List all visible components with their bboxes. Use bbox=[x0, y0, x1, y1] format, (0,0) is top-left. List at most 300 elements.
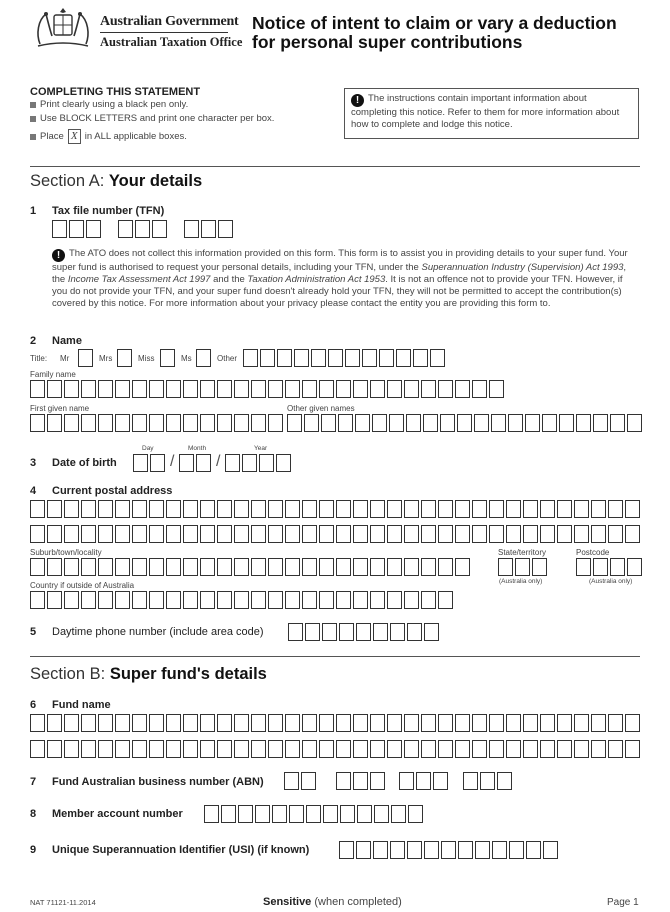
char-box[interactable] bbox=[302, 500, 317, 518]
title-mr-checkbox[interactable] bbox=[78, 349, 93, 367]
char-box[interactable] bbox=[319, 714, 334, 732]
char-box[interactable] bbox=[64, 591, 79, 609]
char-box[interactable] bbox=[285, 500, 300, 518]
char-box[interactable] bbox=[591, 500, 606, 518]
char-box[interactable] bbox=[243, 349, 258, 367]
char-box[interactable] bbox=[311, 349, 326, 367]
char-box[interactable] bbox=[391, 805, 406, 823]
char-box[interactable] bbox=[627, 558, 642, 576]
char-box[interactable] bbox=[438, 591, 453, 609]
char-box[interactable] bbox=[166, 714, 181, 732]
char-box[interactable] bbox=[166, 525, 181, 543]
char-box[interactable] bbox=[336, 714, 351, 732]
char-box[interactable] bbox=[204, 805, 219, 823]
char-box[interactable] bbox=[625, 740, 640, 758]
country-field[interactable] bbox=[30, 591, 453, 609]
char-box[interactable] bbox=[288, 623, 303, 641]
char-box[interactable] bbox=[506, 740, 521, 758]
char-box[interactable] bbox=[474, 414, 489, 432]
char-box[interactable] bbox=[64, 558, 79, 576]
char-box[interactable] bbox=[455, 525, 470, 543]
char-box[interactable] bbox=[47, 714, 62, 732]
char-box[interactable] bbox=[591, 525, 606, 543]
state-field[interactable] bbox=[498, 558, 547, 576]
char-box[interactable] bbox=[328, 349, 343, 367]
other-names-field[interactable] bbox=[287, 414, 642, 432]
tfn-field[interactable] bbox=[118, 220, 167, 238]
char-box[interactable] bbox=[242, 454, 257, 472]
phone-field[interactable] bbox=[288, 623, 439, 641]
char-box[interactable] bbox=[47, 591, 62, 609]
char-box[interactable] bbox=[234, 591, 249, 609]
char-box[interactable] bbox=[489, 380, 504, 398]
char-box[interactable] bbox=[421, 380, 436, 398]
char-box[interactable] bbox=[259, 454, 274, 472]
char-box[interactable] bbox=[234, 525, 249, 543]
char-box[interactable] bbox=[458, 841, 473, 859]
char-box[interactable] bbox=[542, 414, 557, 432]
char-box[interactable] bbox=[323, 805, 338, 823]
char-box[interactable] bbox=[81, 558, 96, 576]
char-box[interactable] bbox=[540, 525, 555, 543]
char-box[interactable] bbox=[98, 380, 113, 398]
char-box[interactable] bbox=[557, 740, 572, 758]
char-box[interactable] bbox=[272, 805, 287, 823]
char-box[interactable] bbox=[200, 558, 215, 576]
char-box[interactable] bbox=[338, 414, 353, 432]
char-box[interactable] bbox=[353, 772, 368, 790]
char-box[interactable] bbox=[387, 740, 402, 758]
char-box[interactable] bbox=[433, 772, 448, 790]
char-box[interactable] bbox=[523, 525, 538, 543]
char-box[interactable] bbox=[285, 714, 300, 732]
char-box[interactable] bbox=[523, 740, 538, 758]
char-box[interactable] bbox=[557, 500, 572, 518]
title-other-field[interactable] bbox=[243, 349, 445, 367]
char-box[interactable] bbox=[160, 349, 175, 367]
char-box[interactable] bbox=[221, 805, 236, 823]
char-box[interactable] bbox=[404, 714, 419, 732]
char-box[interactable] bbox=[498, 558, 513, 576]
char-box[interactable] bbox=[475, 841, 490, 859]
char-box[interactable] bbox=[98, 558, 113, 576]
char-box[interactable] bbox=[339, 623, 354, 641]
char-box[interactable] bbox=[438, 525, 453, 543]
char-box[interactable] bbox=[353, 500, 368, 518]
char-box[interactable] bbox=[301, 772, 316, 790]
char-box[interactable] bbox=[287, 414, 302, 432]
char-box[interactable] bbox=[217, 740, 232, 758]
char-box[interactable] bbox=[47, 525, 62, 543]
char-box[interactable] bbox=[225, 454, 240, 472]
char-box[interactable] bbox=[423, 414, 438, 432]
char-box[interactable] bbox=[543, 841, 558, 859]
char-box[interactable] bbox=[268, 740, 283, 758]
char-box[interactable] bbox=[389, 414, 404, 432]
char-box[interactable] bbox=[217, 414, 232, 432]
char-box[interactable] bbox=[404, 558, 419, 576]
char-box[interactable] bbox=[540, 740, 555, 758]
char-box[interactable] bbox=[132, 380, 147, 398]
tfn-field[interactable] bbox=[184, 220, 233, 238]
char-box[interactable] bbox=[372, 414, 387, 432]
char-box[interactable] bbox=[47, 558, 62, 576]
char-box[interactable] bbox=[491, 414, 506, 432]
char-box[interactable] bbox=[455, 558, 470, 576]
char-box[interactable] bbox=[480, 772, 495, 790]
char-box[interactable] bbox=[509, 841, 524, 859]
char-box[interactable] bbox=[150, 454, 165, 472]
char-box[interactable] bbox=[306, 805, 321, 823]
char-box[interactable] bbox=[251, 591, 266, 609]
char-box[interactable] bbox=[166, 740, 181, 758]
char-box[interactable] bbox=[166, 500, 181, 518]
char-box[interactable] bbox=[183, 740, 198, 758]
char-box[interactable] bbox=[463, 772, 478, 790]
char-box[interactable] bbox=[608, 500, 623, 518]
char-box[interactable] bbox=[472, 380, 487, 398]
char-box[interactable] bbox=[200, 500, 215, 518]
char-box[interactable] bbox=[47, 740, 62, 758]
char-box[interactable] bbox=[183, 414, 198, 432]
postcode-field[interactable] bbox=[576, 558, 642, 576]
char-box[interactable] bbox=[47, 380, 62, 398]
char-box[interactable] bbox=[200, 591, 215, 609]
char-box[interactable] bbox=[294, 349, 309, 367]
char-box[interactable] bbox=[362, 349, 377, 367]
char-box[interactable] bbox=[353, 525, 368, 543]
char-box[interactable] bbox=[525, 414, 540, 432]
char-box[interactable] bbox=[455, 380, 470, 398]
char-box[interactable] bbox=[472, 714, 487, 732]
abn-field[interactable] bbox=[399, 772, 448, 790]
char-box[interactable] bbox=[115, 525, 130, 543]
char-box[interactable] bbox=[390, 841, 405, 859]
char-box[interactable] bbox=[200, 414, 215, 432]
member-account-field[interactable] bbox=[204, 805, 423, 823]
char-box[interactable] bbox=[576, 414, 591, 432]
char-box[interactable] bbox=[135, 220, 150, 238]
char-box[interactable] bbox=[115, 414, 130, 432]
char-box[interactable] bbox=[457, 414, 472, 432]
char-box[interactable] bbox=[339, 841, 354, 859]
char-box[interactable] bbox=[370, 772, 385, 790]
char-box[interactable] bbox=[610, 558, 625, 576]
char-box[interactable] bbox=[506, 714, 521, 732]
char-box[interactable] bbox=[438, 714, 453, 732]
char-box[interactable] bbox=[234, 558, 249, 576]
char-box[interactable] bbox=[321, 414, 336, 432]
char-box[interactable] bbox=[379, 349, 394, 367]
char-box[interactable] bbox=[387, 714, 402, 732]
char-box[interactable] bbox=[64, 414, 79, 432]
char-box[interactable] bbox=[540, 500, 555, 518]
char-box[interactable] bbox=[166, 558, 181, 576]
char-box[interactable] bbox=[387, 500, 402, 518]
char-box[interactable] bbox=[302, 558, 317, 576]
char-box[interactable] bbox=[285, 525, 300, 543]
char-box[interactable] bbox=[78, 349, 93, 367]
char-box[interactable] bbox=[132, 525, 147, 543]
char-box[interactable] bbox=[234, 414, 249, 432]
char-box[interactable] bbox=[81, 740, 96, 758]
char-box[interactable] bbox=[98, 525, 113, 543]
char-box[interactable] bbox=[492, 841, 507, 859]
char-box[interactable] bbox=[408, 805, 423, 823]
char-box[interactable] bbox=[132, 740, 147, 758]
char-box[interactable] bbox=[304, 414, 319, 432]
char-box[interactable] bbox=[593, 558, 608, 576]
dob-day-field[interactable] bbox=[133, 454, 165, 472]
char-box[interactable] bbox=[608, 740, 623, 758]
char-box[interactable] bbox=[336, 558, 351, 576]
char-box[interactable] bbox=[523, 714, 538, 732]
char-box[interactable] bbox=[489, 740, 504, 758]
char-box[interactable] bbox=[319, 740, 334, 758]
char-box[interactable] bbox=[356, 841, 371, 859]
char-box[interactable] bbox=[166, 414, 181, 432]
char-box[interactable] bbox=[285, 740, 300, 758]
char-box[interactable] bbox=[370, 558, 385, 576]
char-box[interactable] bbox=[370, 380, 385, 398]
abn-field[interactable] bbox=[284, 772, 316, 790]
char-box[interactable] bbox=[608, 714, 623, 732]
char-box[interactable] bbox=[455, 714, 470, 732]
char-box[interactable] bbox=[81, 591, 96, 609]
char-box[interactable] bbox=[251, 380, 266, 398]
char-box[interactable] bbox=[30, 414, 45, 432]
char-box[interactable] bbox=[455, 500, 470, 518]
char-box[interactable] bbox=[407, 623, 422, 641]
char-box[interactable] bbox=[251, 414, 266, 432]
char-box[interactable] bbox=[64, 380, 79, 398]
char-box[interactable] bbox=[30, 714, 45, 732]
char-box[interactable] bbox=[438, 500, 453, 518]
char-box[interactable] bbox=[506, 500, 521, 518]
char-box[interactable] bbox=[424, 841, 439, 859]
char-box[interactable] bbox=[591, 740, 606, 758]
char-box[interactable] bbox=[574, 500, 589, 518]
char-box[interactable] bbox=[472, 525, 487, 543]
char-box[interactable] bbox=[47, 500, 62, 518]
char-box[interactable] bbox=[370, 740, 385, 758]
char-box[interactable] bbox=[515, 558, 530, 576]
char-box[interactable] bbox=[251, 500, 266, 518]
char-box[interactable] bbox=[319, 500, 334, 518]
char-box[interactable] bbox=[421, 500, 436, 518]
char-box[interactable] bbox=[183, 525, 198, 543]
char-box[interactable] bbox=[472, 500, 487, 518]
char-box[interactable] bbox=[340, 805, 355, 823]
char-box[interactable] bbox=[234, 740, 249, 758]
char-box[interactable] bbox=[132, 714, 147, 732]
char-box[interactable] bbox=[407, 841, 422, 859]
char-box[interactable] bbox=[251, 525, 266, 543]
char-box[interactable] bbox=[81, 414, 96, 432]
char-box[interactable] bbox=[152, 220, 167, 238]
char-box[interactable] bbox=[438, 558, 453, 576]
char-box[interactable] bbox=[268, 414, 283, 432]
char-box[interactable] bbox=[353, 558, 368, 576]
char-box[interactable] bbox=[149, 380, 164, 398]
char-box[interactable] bbox=[285, 380, 300, 398]
char-box[interactable] bbox=[302, 525, 317, 543]
char-box[interactable] bbox=[424, 623, 439, 641]
char-box[interactable] bbox=[183, 558, 198, 576]
char-box[interactable] bbox=[574, 525, 589, 543]
char-box[interactable] bbox=[218, 220, 233, 238]
char-box[interactable] bbox=[47, 414, 62, 432]
char-box[interactable] bbox=[357, 805, 372, 823]
char-box[interactable] bbox=[117, 349, 132, 367]
char-box[interactable] bbox=[234, 380, 249, 398]
char-box[interactable] bbox=[497, 772, 512, 790]
char-box[interactable] bbox=[64, 500, 79, 518]
abn-field[interactable] bbox=[463, 772, 512, 790]
char-box[interactable] bbox=[115, 591, 130, 609]
char-box[interactable] bbox=[81, 525, 96, 543]
char-box[interactable] bbox=[98, 714, 113, 732]
fund-name-line1-field[interactable] bbox=[30, 714, 640, 732]
char-box[interactable] bbox=[284, 772, 299, 790]
char-box[interactable] bbox=[404, 380, 419, 398]
title-mrs-checkbox[interactable] bbox=[117, 349, 132, 367]
char-box[interactable] bbox=[81, 500, 96, 518]
char-box[interactable] bbox=[132, 500, 147, 518]
char-box[interactable] bbox=[472, 740, 487, 758]
address-line1-field[interactable] bbox=[30, 500, 640, 518]
char-box[interactable] bbox=[302, 380, 317, 398]
char-box[interactable] bbox=[30, 740, 45, 758]
char-box[interactable] bbox=[179, 454, 194, 472]
char-box[interactable] bbox=[489, 714, 504, 732]
char-box[interactable] bbox=[523, 500, 538, 518]
char-box[interactable] bbox=[115, 714, 130, 732]
char-box[interactable] bbox=[115, 380, 130, 398]
char-box[interactable] bbox=[118, 220, 133, 238]
char-box[interactable] bbox=[268, 591, 283, 609]
char-box[interactable] bbox=[421, 525, 436, 543]
char-box[interactable] bbox=[184, 220, 199, 238]
char-box[interactable] bbox=[387, 558, 402, 576]
char-box[interactable] bbox=[98, 414, 113, 432]
char-box[interactable] bbox=[64, 525, 79, 543]
char-box[interactable] bbox=[540, 714, 555, 732]
char-box[interactable] bbox=[149, 558, 164, 576]
dob-month-field[interactable] bbox=[179, 454, 211, 472]
char-box[interactable] bbox=[336, 740, 351, 758]
char-box[interactable] bbox=[387, 591, 402, 609]
char-box[interactable] bbox=[373, 623, 388, 641]
char-box[interactable] bbox=[455, 740, 470, 758]
char-box[interactable] bbox=[217, 525, 232, 543]
char-box[interactable] bbox=[183, 714, 198, 732]
char-box[interactable] bbox=[421, 740, 436, 758]
char-box[interactable] bbox=[625, 525, 640, 543]
char-box[interactable] bbox=[149, 525, 164, 543]
char-box[interactable] bbox=[305, 623, 320, 641]
char-box[interactable] bbox=[441, 841, 456, 859]
char-box[interactable] bbox=[149, 414, 164, 432]
char-box[interactable] bbox=[370, 500, 385, 518]
char-box[interactable] bbox=[438, 380, 453, 398]
char-box[interactable] bbox=[255, 805, 270, 823]
char-box[interactable] bbox=[251, 714, 266, 732]
char-box[interactable] bbox=[625, 714, 640, 732]
char-box[interactable] bbox=[319, 525, 334, 543]
char-box[interactable] bbox=[149, 714, 164, 732]
char-box[interactable] bbox=[268, 558, 283, 576]
char-box[interactable] bbox=[404, 591, 419, 609]
char-box[interactable] bbox=[200, 380, 215, 398]
char-box[interactable] bbox=[98, 500, 113, 518]
char-box[interactable] bbox=[285, 591, 300, 609]
char-box[interactable] bbox=[506, 525, 521, 543]
char-box[interactable] bbox=[356, 623, 371, 641]
char-box[interactable] bbox=[81, 380, 96, 398]
char-box[interactable] bbox=[289, 805, 304, 823]
char-box[interactable] bbox=[353, 591, 368, 609]
char-box[interactable] bbox=[370, 525, 385, 543]
char-box[interactable] bbox=[183, 500, 198, 518]
char-box[interactable] bbox=[268, 525, 283, 543]
char-box[interactable] bbox=[200, 525, 215, 543]
char-box[interactable] bbox=[64, 740, 79, 758]
char-box[interactable] bbox=[81, 714, 96, 732]
char-box[interactable] bbox=[183, 591, 198, 609]
char-box[interactable] bbox=[64, 714, 79, 732]
char-box[interactable] bbox=[336, 380, 351, 398]
char-box[interactable] bbox=[217, 500, 232, 518]
char-box[interactable] bbox=[217, 714, 232, 732]
char-box[interactable] bbox=[593, 414, 608, 432]
char-box[interactable] bbox=[390, 623, 405, 641]
char-box[interactable] bbox=[52, 220, 67, 238]
char-box[interactable] bbox=[319, 558, 334, 576]
char-box[interactable] bbox=[217, 558, 232, 576]
char-box[interactable] bbox=[132, 414, 147, 432]
char-box[interactable] bbox=[234, 714, 249, 732]
char-box[interactable] bbox=[374, 805, 389, 823]
char-box[interactable] bbox=[406, 414, 421, 432]
char-box[interactable] bbox=[200, 714, 215, 732]
char-box[interactable] bbox=[30, 525, 45, 543]
char-box[interactable] bbox=[404, 740, 419, 758]
char-box[interactable] bbox=[430, 349, 445, 367]
char-box[interactable] bbox=[387, 525, 402, 543]
char-box[interactable] bbox=[200, 740, 215, 758]
char-box[interactable] bbox=[404, 500, 419, 518]
char-box[interactable] bbox=[416, 772, 431, 790]
char-box[interactable] bbox=[336, 591, 351, 609]
char-box[interactable] bbox=[353, 740, 368, 758]
char-box[interactable] bbox=[489, 500, 504, 518]
char-box[interactable] bbox=[30, 500, 45, 518]
char-box[interactable] bbox=[30, 591, 45, 609]
char-box[interactable] bbox=[421, 558, 436, 576]
suburb-field[interactable] bbox=[30, 558, 470, 576]
char-box[interactable] bbox=[238, 805, 253, 823]
char-box[interactable] bbox=[576, 558, 591, 576]
char-box[interactable] bbox=[260, 349, 275, 367]
char-box[interactable] bbox=[217, 380, 232, 398]
title-miss-checkbox[interactable] bbox=[160, 349, 175, 367]
char-box[interactable] bbox=[610, 414, 625, 432]
char-box[interactable] bbox=[438, 740, 453, 758]
char-box[interactable] bbox=[396, 349, 411, 367]
first-name-field[interactable] bbox=[30, 414, 283, 432]
char-box[interactable] bbox=[115, 558, 130, 576]
